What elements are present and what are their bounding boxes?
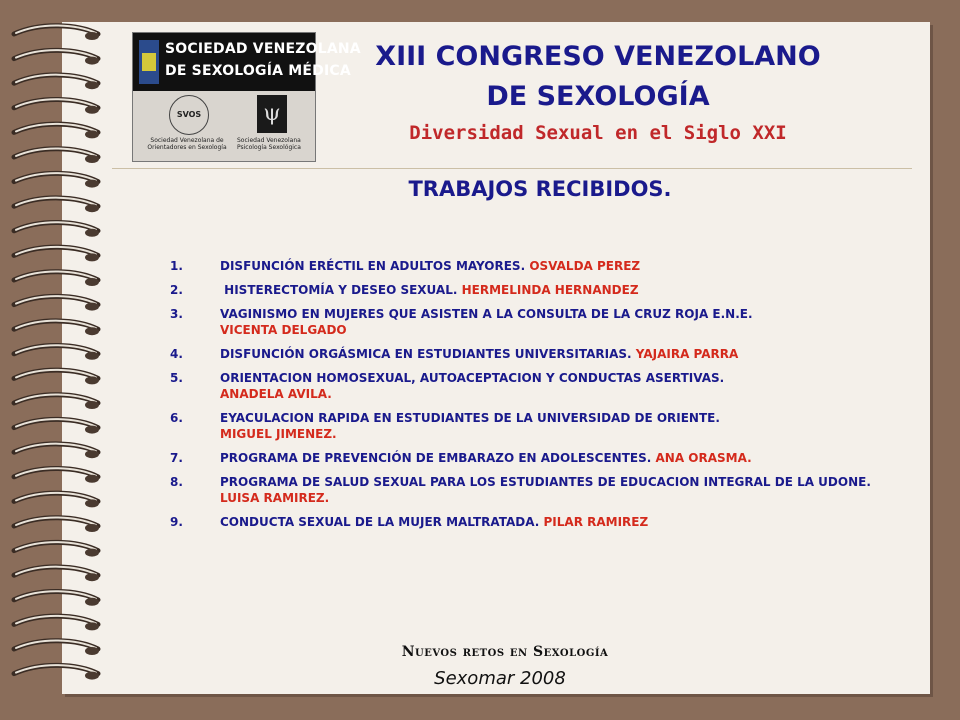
item-number: 5.	[170, 371, 183, 385]
spiral-ring-icon	[14, 124, 99, 139]
spiral-ring-icon	[14, 665, 99, 680]
spiral-ring-icon	[14, 640, 99, 655]
work-title: ORIENTACION HOMOSEXUAL, AUTOACEPTACION Y CONDUCTAS ASERTIVAS.	[220, 371, 725, 385]
item-number: 8.	[170, 475, 183, 489]
work-title: PROGRAMA DE PREVENCIÓN DE EMBARAZO EN ADOLESCENTES.	[220, 451, 652, 465]
spiral-ring-icon	[14, 567, 99, 582]
spiral-ring-icon	[14, 616, 99, 631]
work-title: EYACULACION RAPIDA EN ESTUDIANTES DE LA UNIVERSIDAD DE ORIENTE.	[220, 411, 720, 425]
section-heading: TRABAJOS RECIBIDOS.	[408, 177, 672, 201]
spiral-ring-icon	[14, 148, 99, 163]
list-item	[170, 306, 910, 338]
svos-emblem-icon: SVOS	[169, 95, 209, 135]
work-author: MIGUEL JIMENEZ.	[220, 427, 337, 441]
work-title: DISFUNCIÓN ORGÁSMICA EN ESTUDIANTES UNIVERSITARIAS.	[220, 347, 632, 361]
work-author: YAJAIRA PARRA	[635, 347, 739, 361]
work-title: VAGINISMO EN MUJERES QUE ASISTEN A LA CONSULTA DE LA CRUZ ROJA E.N.E.	[220, 307, 753, 321]
list-item	[170, 474, 910, 506]
list-item	[170, 346, 910, 362]
spiral-ring-icon	[14, 542, 99, 557]
spiral-ring-icon	[14, 247, 99, 262]
spiral-ring-icon	[14, 198, 99, 213]
item-number: 3.	[170, 307, 183, 321]
work-author: VICENTA DELGADO	[220, 323, 347, 337]
work-author: PILAR RAMIREZ	[543, 515, 649, 529]
spiral-ring-icon	[14, 370, 99, 385]
work-author: ANADELA AVILA.	[220, 387, 332, 401]
list-item	[170, 410, 910, 442]
item-number: 1.	[170, 259, 183, 273]
spiral-ring-icon	[14, 493, 99, 508]
list-item	[170, 514, 910, 530]
spiral-ring-icon	[14, 444, 99, 459]
list-item	[170, 370, 910, 402]
spiral-ring-icon	[14, 296, 99, 311]
spiral-ring-icon	[14, 222, 99, 237]
spiral-ring-icon	[14, 271, 99, 286]
work-author: HERMELINDA HERNANDEZ	[461, 283, 639, 297]
congress-subtitle: Diversidad Sexual en el Siglo XXI	[409, 122, 787, 144]
congress-title-line2: DE SEXOLOGÍA	[486, 81, 710, 112]
logo-line2: DE SEXOLOGÍA MÉDICA	[165, 63, 351, 79]
footer-tagline: Nuevos retos en Sexología	[401, 644, 609, 660]
list-item	[170, 282, 910, 298]
logo-line1: SOCIEDAD VENEZOLANA	[165, 41, 361, 57]
works-list	[170, 258, 910, 538]
list-item	[170, 258, 910, 274]
spiral-ring-icon	[14, 468, 99, 483]
svos-caption: Sociedad Venezolana de Orientadores en Sexología	[147, 137, 227, 151]
work-title: PROGRAMA DE SALUD SEXUAL PARA LOS ESTUDIANTES DE EDUCACION INTEGRAL DE LA UDONE.	[220, 475, 871, 489]
spiral-ring-icon	[14, 517, 99, 532]
congress-title-line1: XIII CONGRESO VENEZOLANO	[375, 41, 821, 72]
work-title: CONDUCTA SEXUAL DE LA MUJER MALTRATADA.	[220, 515, 540, 529]
spiral-ring-icon	[14, 591, 99, 606]
spiral-ring-icon	[14, 345, 99, 360]
work-author: OSVALDA PEREZ	[529, 259, 641, 273]
header-divider	[112, 168, 912, 169]
item-number: 9.	[170, 515, 183, 529]
work-title: HISTERECTOMÍA Y DESEO SEXUAL.	[220, 283, 458, 297]
work-author: LUISA RAMIREZ.	[220, 491, 330, 505]
spiral-ring-icon	[14, 99, 99, 114]
psychology-caption: Sociedad Venezolana Psicología Sexológica	[237, 137, 301, 151]
work-title: DISFUNCIÓN ERÉCTIL EN ADULTOS MAYORES.	[220, 259, 526, 273]
footer-event: Sexomar 2008	[434, 668, 566, 689]
spiral-ring-icon	[14, 419, 99, 434]
item-number: 7.	[170, 451, 183, 465]
list-item	[170, 450, 910, 466]
item-number: 4.	[170, 347, 183, 361]
logo-banner	[133, 33, 361, 91]
spiral-ring-icon	[14, 25, 99, 40]
psychology-emblem-icon: ψ	[257, 95, 287, 133]
item-number: 2.	[170, 283, 183, 297]
logo-accent-icon	[142, 53, 156, 71]
spiral-ring-icon	[14, 321, 99, 336]
work-author: ANA ORASMA.	[655, 451, 752, 465]
spiral-ring-icon	[14, 50, 99, 65]
spiral-ring-icon	[14, 75, 99, 90]
society-logo	[132, 32, 361, 162]
spiral-binding	[0, 0, 120, 720]
spiral-ring-icon	[14, 173, 99, 188]
item-number: 6.	[170, 411, 183, 425]
spiral-ring-icon	[14, 394, 99, 409]
